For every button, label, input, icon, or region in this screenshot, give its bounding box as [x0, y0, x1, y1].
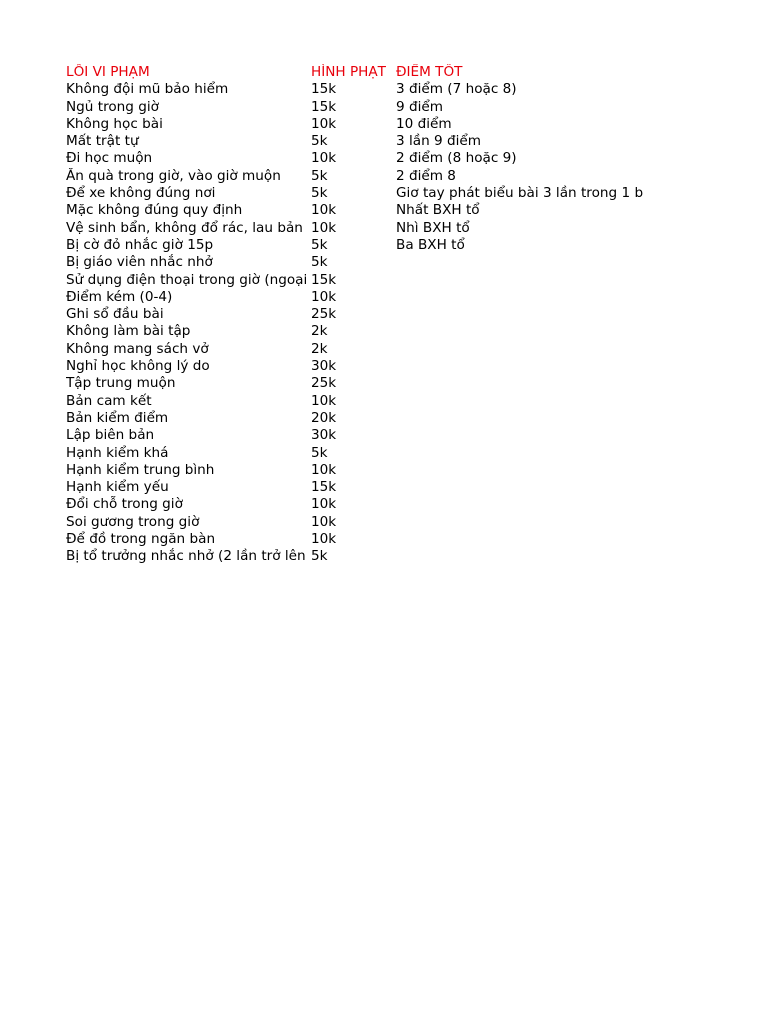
- penalty-cell[interactable]: 5k: [311, 254, 328, 271]
- penalty-cell[interactable]: 10k: [311, 150, 337, 167]
- violation-cell[interactable]: Để đồ trong ngăn bàn: [66, 531, 216, 548]
- header-violation[interactable]: LỖI VI PHẠM: [66, 64, 150, 80]
- good-points-cell[interactable]: Giơ tay phát biểu bài 3 lần trong 1 b: [396, 185, 644, 202]
- penalty-cell[interactable]: 15k: [311, 98, 337, 115]
- penalty-cell[interactable]: 15k: [311, 479, 337, 496]
- violation-cell[interactable]: Không đội mũ bảo hiểm: [66, 81, 229, 98]
- penalty-cell[interactable]: 10k: [311, 219, 337, 236]
- violation-cell[interactable]: Sử dụng điện thoại trong giờ (ngoại: [66, 271, 308, 288]
- violation-cell[interactable]: Điểm kém (0-4): [66, 288, 173, 305]
- penalty-cell[interactable]: 2k: [311, 323, 328, 340]
- good-points-cell[interactable]: 2 điểm (8 hoặc 9): [396, 150, 517, 167]
- good-points-cell[interactable]: Nhất BXH tổ: [396, 202, 480, 219]
- violation-cell[interactable]: Ghi sổ đầu bài: [66, 306, 164, 323]
- violation-cell[interactable]: Ăn quà trong giờ, vào giờ muộn: [66, 167, 281, 184]
- penalty-cell[interactable]: 5k: [311, 133, 328, 150]
- good-points-cell[interactable]: 10 điểm: [396, 115, 452, 132]
- penalty-cell[interactable]: 10k: [311, 288, 337, 305]
- good-points-cell[interactable]: Nhì BXH tổ: [396, 219, 470, 236]
- violation-cell[interactable]: Bị tổ trưởng nhắc nhở (2 lần trở lên: [66, 548, 306, 565]
- penalty-cell[interactable]: 20k: [311, 409, 337, 426]
- violation-cell[interactable]: Không học bài: [66, 115, 163, 132]
- violation-cell[interactable]: Lập biên bản: [66, 427, 155, 444]
- header-good-points[interactable]: ĐIỂM TỐT: [396, 64, 463, 80]
- penalty-cell[interactable]: 5k: [311, 185, 328, 202]
- penalty-cell[interactable]: 30k: [311, 427, 337, 444]
- penalty-cell[interactable]: 5k: [311, 236, 328, 253]
- violation-cell[interactable]: Bản cam kết: [66, 392, 152, 409]
- header-penalty[interactable]: HÌNH PHẠT: [311, 64, 386, 80]
- violation-cell[interactable]: Để xe không đúng nơi: [66, 185, 216, 202]
- violation-cell[interactable]: Mất trật tự: [66, 133, 139, 150]
- violation-cell[interactable]: Hạnh kiểm khá: [66, 444, 169, 461]
- violation-cell[interactable]: Nghỉ học không lý do: [66, 358, 210, 375]
- good-points-cell[interactable]: 2 điểm 8: [396, 167, 456, 184]
- penalty-cell[interactable]: 10k: [311, 115, 337, 132]
- violation-cell[interactable]: Không mang sách vở: [66, 340, 209, 357]
- violation-cell[interactable]: Hạnh kiểm yếu: [66, 479, 169, 496]
- penalty-cell[interactable]: 10k: [311, 392, 337, 409]
- good-points-cell[interactable]: Ba BXH tổ: [396, 236, 465, 253]
- penalty-cell[interactable]: 5k: [311, 167, 328, 184]
- violation-cell[interactable]: Hạnh kiểm trung bình: [66, 461, 215, 478]
- violation-cell[interactable]: Tập trung muộn: [66, 375, 176, 392]
- violation-cell[interactable]: Bản kiểm điểm: [66, 409, 169, 426]
- violation-cell[interactable]: Vệ sinh bẩn, không đổ rác, lau bản: [66, 219, 303, 236]
- good-points-cell[interactable]: 3 lần 9 điểm: [396, 133, 481, 150]
- violation-cell[interactable]: Mặc không đúng quy định: [66, 202, 243, 219]
- violation-cell[interactable]: Ngủ trong giờ: [66, 98, 159, 115]
- violation-cell[interactable]: Đi học muộn: [66, 150, 153, 167]
- penalty-cell[interactable]: 30k: [311, 358, 337, 375]
- penalty-cell[interactable]: 10k: [311, 496, 337, 513]
- violation-cell[interactable]: Bị cờ đỏ nhắc giờ 15p: [66, 236, 214, 253]
- penalty-cell[interactable]: 15k: [311, 271, 337, 288]
- penalty-cell[interactable]: 5k: [311, 444, 328, 461]
- good-points-cell[interactable]: 3 điểm (7 hoặc 8): [396, 81, 517, 98]
- violation-cell[interactable]: Đổi chỗ trong giờ: [66, 496, 183, 513]
- penalty-cell[interactable]: 10k: [311, 513, 337, 530]
- penalty-cell[interactable]: 10k: [311, 461, 337, 478]
- penalty-cell[interactable]: 2k: [311, 340, 328, 357]
- violation-cell[interactable]: Soi gương trong giờ: [66, 513, 200, 530]
- penalty-cell[interactable]: 25k: [311, 306, 337, 323]
- good-points-cell[interactable]: 9 điểm: [396, 98, 443, 115]
- violation-cell[interactable]: Bị giáo viên nhắc nhở: [66, 254, 213, 271]
- penalty-cell[interactable]: 25k: [311, 375, 337, 392]
- penalty-cell[interactable]: 10k: [311, 202, 337, 219]
- penalty-cell[interactable]: 15k: [311, 81, 337, 98]
- penalty-cell[interactable]: 5k: [311, 548, 328, 565]
- violation-cell[interactable]: Không làm bài tập: [66, 323, 191, 340]
- penalty-cell[interactable]: 10k: [311, 531, 337, 548]
